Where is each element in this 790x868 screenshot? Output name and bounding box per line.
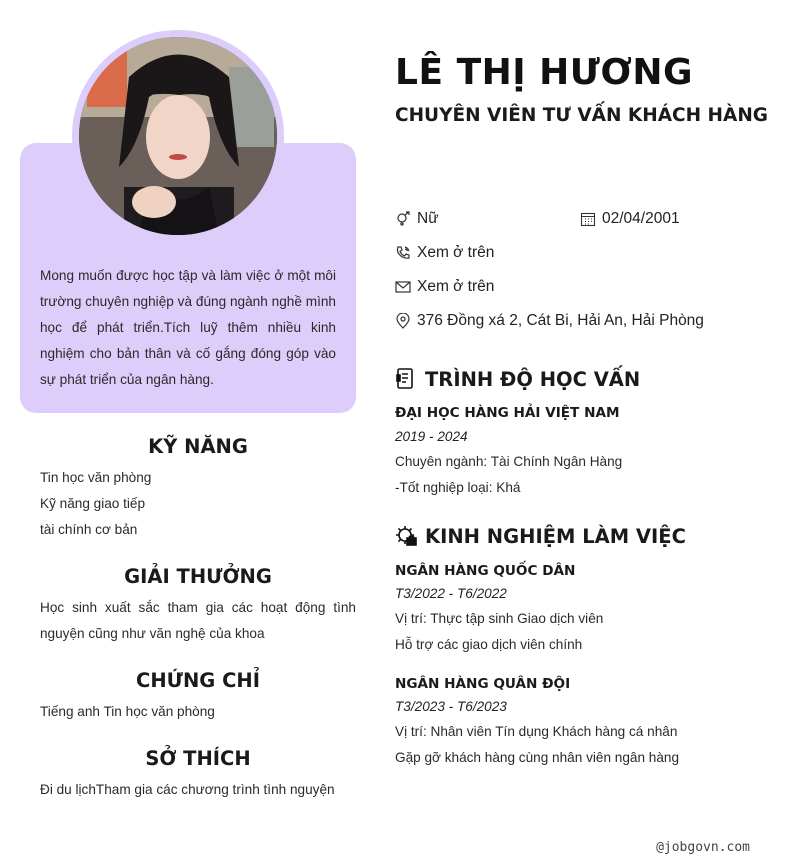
hobbies-text: Đi du lịchTham gia các chương trình tình nguyện [40,782,335,797]
email-row [395,276,494,298]
gender-row [395,208,439,230]
job-task: Hỗ trợ các giao dịch viên chính [395,637,583,652]
avatar-photo [79,37,277,235]
skill-item: tài chính cơ bản [40,522,138,537]
candidate-name: LÊ THỊ HƯƠNG [395,52,694,93]
phone-icon [395,245,411,261]
job-title: CHUYÊN VIÊN TƯ VẤN KHÁCH HÀNG [395,105,768,126]
phone-value: Xem ở trên [417,244,495,261]
company-name: NGÂN HÀNG QUỐC DÂN [395,563,576,579]
birthdate-value: 02/04/2001 [602,210,680,227]
gear-briefcase-icon [395,524,417,548]
calendar-icon [580,211,596,227]
skills-title: KỸ NĂNG [148,435,248,458]
job-period: T3/2022 - T6/2022 [395,586,507,601]
email-value: Xem ở trên [417,278,495,295]
education-title: TRÌNH ĐỘ HỌC VẤN [425,367,641,391]
location-pin-icon [395,313,411,329]
job-task: Gặp gỡ khách hàng cùng nhân viên ngân hàng [395,750,680,765]
job-position: Vị trí: Nhân viên Tín dụng Khách hàng cá nhân [395,724,678,739]
job-position: Vị trí: Thực tập sinh Giao dịch viên [395,611,604,626]
address-value: 376 Đồng xá 2, Cát Bi, Hải An, Hải Phòng [417,312,704,329]
avatar [79,37,277,235]
envelope-icon [395,279,411,295]
education-period: 2019 - 2024 [395,429,468,444]
company-name: NGÂN HÀNG QUÂN ĐỘI [395,676,571,692]
address-row [395,310,704,332]
gender-value: Nữ [417,210,439,227]
phone-row [395,242,494,264]
skills-list [40,465,356,543]
skill-item: Kỹ năng giao tiếp [40,496,146,511]
birthdate-row [580,208,680,230]
career-objective: Mong muốn được học tập và làm việc ở một môi trường chuyên nghiệp và đúng ngành nghề mình học để phát triển.Tích luỹ thêm nhiều kinh nghiệm cho bản thân và cố gắng đóng góp vào sự phát triển của ngân hàng. [40,268,336,387]
experience-title: KINH NGHIỆM LÀM VIỆC [425,524,686,548]
document-icon [395,367,417,391]
awards-text: Học sinh xuất sắc tham gia các hoạt động tình nguyện cũng như văn nghệ của khoa [40,600,356,641]
certificates-title: CHỨNG CHỈ [136,669,260,692]
experience-section-title [395,522,686,550]
job-period: T3/2023 - T6/2023 [395,699,507,714]
awards-title: GIẢI THƯỞNG [124,565,272,588]
gender-icon [395,211,411,227]
certificates-text: Tiếng anh Tin học văn phòng [40,704,215,719]
education-major: Chuyên ngành: Tài Chính Ngân Hàng [395,454,623,469]
watermark: @jobgovn.com [656,840,750,855]
skill-item: Tin học văn phòng [40,470,152,485]
education-grade: -Tốt nghiệp loại: Khá [395,480,521,495]
education-section-title [395,365,640,393]
school-name: ĐẠI HỌC HÀNG HẢI VIỆT NAM [395,405,620,421]
hobbies-title: SỞ THÍCH [145,747,251,770]
